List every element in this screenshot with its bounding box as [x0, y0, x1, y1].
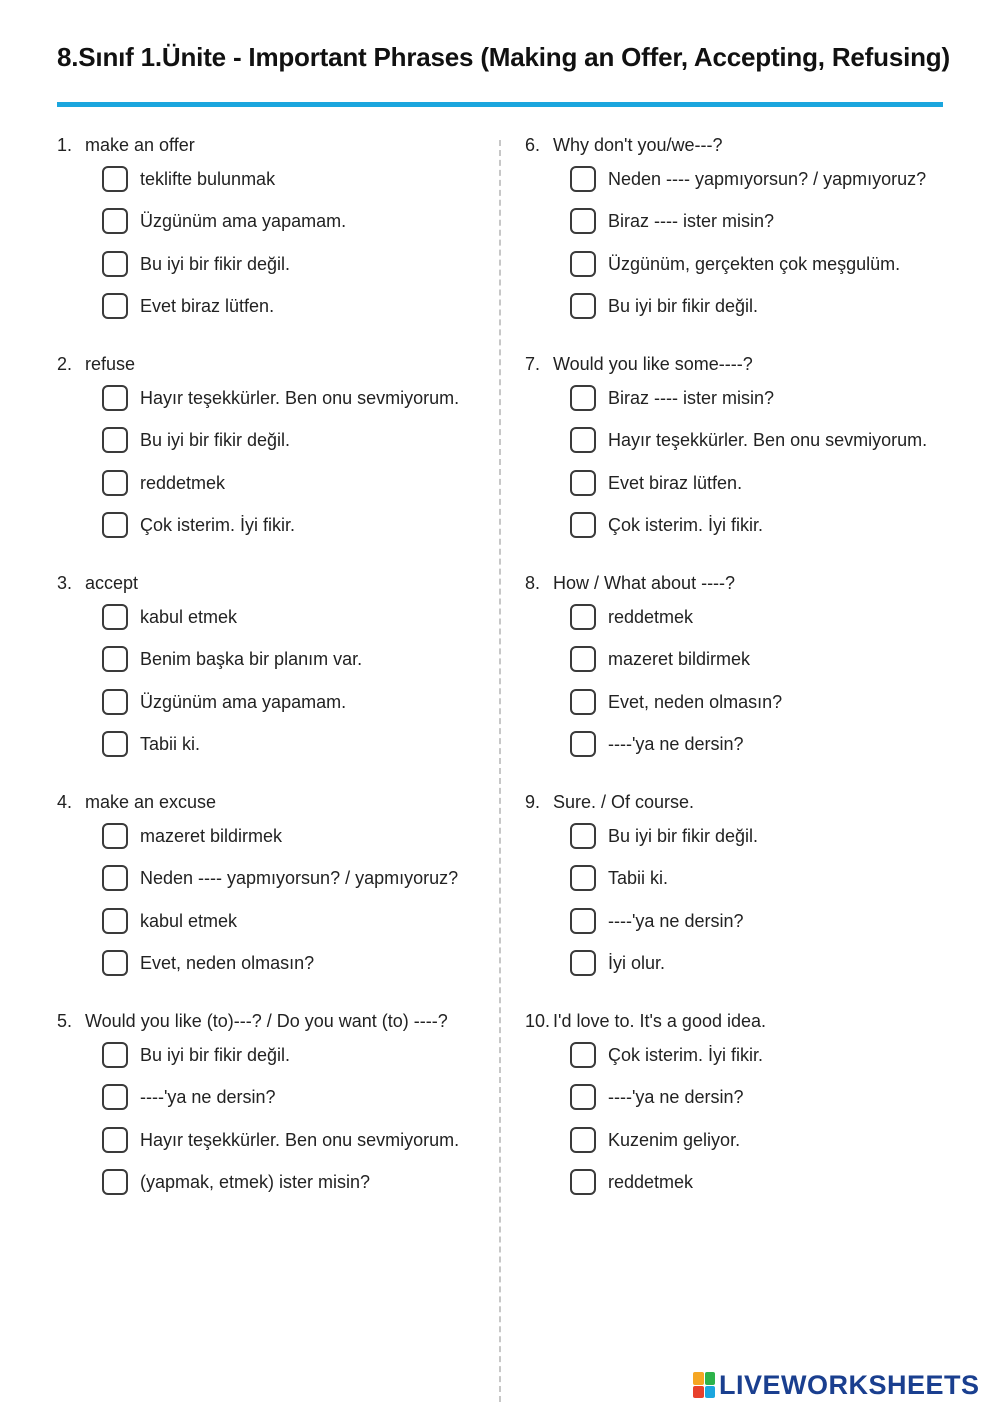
- answer-checkbox[interactable]: [102, 512, 128, 538]
- answer-option[interactable]: [570, 821, 758, 851]
- answer-checkbox[interactable]: [570, 823, 596, 849]
- answer-option[interactable]: [570, 1125, 740, 1155]
- answer-option[interactable]: [570, 249, 900, 279]
- answer-checkbox[interactable]: [570, 646, 596, 672]
- question-heading: [525, 1010, 766, 1032]
- answer-checkbox[interactable]: [570, 385, 596, 411]
- question-prompt: Sure. / Of course.: [553, 792, 695, 812]
- answer-option[interactable]: [102, 602, 237, 632]
- answer-option-label: Hayır teşekkürler. Ben onu sevmiyorum.: [140, 1129, 460, 1150]
- question-heading: [57, 572, 138, 594]
- answer-option[interactable]: [570, 863, 668, 893]
- brand-footer: [693, 1368, 980, 1402]
- answer-option-label: Biraz ---- ister misin?: [608, 387, 775, 408]
- answer-option-label: teklifte bulunmak: [140, 168, 276, 189]
- question-block: [57, 134, 487, 353]
- answer-option-label: ----'ya ne dersin?: [608, 733, 744, 754]
- answer-option-label: Üzgünüm ama yapamam.: [140, 210, 347, 231]
- answer-option-label: Bu iyi bir fikir değil.: [608, 295, 759, 316]
- answer-checkbox[interactable]: [102, 689, 128, 715]
- answer-option[interactable]: [570, 383, 774, 413]
- answer-checkbox[interactable]: [570, 604, 596, 630]
- answer-checkbox[interactable]: [102, 646, 128, 672]
- question-number: 4.: [57, 792, 73, 812]
- question-prompt: Would you like some----?: [553, 354, 753, 374]
- answer-checkbox[interactable]: [570, 251, 596, 277]
- question-heading: [525, 353, 753, 375]
- answer-option[interactable]: [102, 468, 225, 498]
- question-number: 3.: [57, 573, 73, 593]
- answer-option[interactable]: [102, 510, 295, 540]
- answer-checkbox[interactable]: [570, 1042, 596, 1068]
- answer-option[interactable]: [570, 291, 758, 321]
- question-heading: [525, 134, 723, 156]
- answer-option-label: ----'ya ne dersin?: [608, 910, 744, 931]
- answer-option[interactable]: [570, 687, 782, 717]
- answer-option[interactable]: [102, 164, 275, 194]
- question-block: [57, 791, 487, 1010]
- question-heading: [525, 791, 694, 813]
- answer-option[interactable]: [570, 729, 743, 759]
- question-prompt: I'd love to. It's a good idea.: [553, 1011, 767, 1031]
- question-heading: [57, 791, 216, 813]
- answer-option-label: Bu iyi bir fikir değil.: [140, 1044, 291, 1065]
- answer-checkbox[interactable]: [102, 385, 128, 411]
- question-number: 5.: [57, 1011, 73, 1031]
- answer-checkbox[interactable]: [570, 865, 596, 891]
- answer-option-label: Biraz ---- ister misin?: [608, 210, 775, 231]
- answer-option[interactable]: [102, 206, 346, 236]
- question-number: 10.: [525, 1011, 551, 1031]
- answer-checkbox[interactable]: [570, 427, 596, 453]
- answer-option-label: Bu iyi bir fikir değil.: [608, 825, 759, 846]
- answer-checkbox[interactable]: [570, 293, 596, 319]
- answer-option[interactable]: [570, 468, 742, 498]
- title-underline: [57, 102, 943, 107]
- answer-option[interactable]: [102, 687, 346, 717]
- answer-option[interactable]: [102, 249, 290, 279]
- answer-option[interactable]: [102, 729, 200, 759]
- question-block: [57, 353, 487, 572]
- answer-checkbox[interactable]: [102, 1042, 128, 1068]
- answer-option[interactable]: [570, 1082, 743, 1112]
- question-number: 6.: [525, 135, 541, 155]
- answer-option[interactable]: [102, 906, 237, 936]
- answer-checkbox[interactable]: [102, 604, 128, 630]
- liveworksheets-logo-icon: [693, 1372, 715, 1398]
- answer-option-label: Evet, neden olmasın?: [608, 691, 783, 712]
- answer-checkbox[interactable]: [570, 512, 596, 538]
- answer-checkbox[interactable]: [570, 208, 596, 234]
- answer-option-label: Bu iyi bir fikir değil.: [140, 429, 291, 450]
- question-number: 7.: [525, 354, 541, 374]
- question-block: [525, 791, 985, 1010]
- answer-option[interactable]: [102, 1125, 459, 1155]
- answer-option[interactable]: [102, 383, 459, 413]
- page-title: 8.Sınıf 1.Ünite - Important Phrases (Making an Offer, Accepting, Refusing): [57, 42, 950, 72]
- question-prompt: Would you like (to)---? / Do you want (to) ----?: [85, 1011, 448, 1031]
- answer-checkbox[interactable]: [570, 1169, 596, 1195]
- answer-option-label: reddetmek: [608, 1171, 694, 1192]
- answer-option-label: Evet biraz lütfen.: [608, 472, 743, 493]
- answer-option-label: reddetmek: [608, 606, 694, 627]
- answer-checkbox[interactable]: [570, 731, 596, 757]
- answer-checkbox[interactable]: [570, 1084, 596, 1110]
- question-number: 8.: [525, 573, 541, 593]
- answer-option[interactable]: [570, 164, 926, 194]
- answer-checkbox[interactable]: [570, 950, 596, 976]
- answer-option-label: reddetmek: [140, 472, 226, 493]
- answer-checkbox[interactable]: [570, 166, 596, 192]
- answer-option-label: Üzgünüm, gerçekten çok meşgulüm.: [608, 253, 901, 274]
- question-heading: [525, 572, 735, 594]
- answer-checkbox[interactable]: [102, 470, 128, 496]
- answer-option-label: mazeret bildirmek: [140, 825, 283, 846]
- answer-option-label: Neden ---- yapmıyorsun? / yapmıyoruz?: [608, 168, 927, 189]
- answer-option-label: (yapmak, etmek) ister misin?: [140, 1171, 371, 1192]
- answer-option[interactable]: [570, 948, 665, 978]
- answer-option-label: Neden ---- yapmıyorsun? / yapmıyoruz?: [140, 867, 459, 888]
- question-block: [525, 572, 985, 791]
- answer-checkbox[interactable]: [102, 865, 128, 891]
- answer-option-label: Tabii ki.: [140, 733, 201, 754]
- answer-checkbox[interactable]: [102, 166, 128, 192]
- answer-checkbox[interactable]: [570, 470, 596, 496]
- answer-checkbox[interactable]: [102, 731, 128, 757]
- answer-checkbox[interactable]: [570, 908, 596, 934]
- question-heading: [57, 1010, 448, 1032]
- answer-option-label: Evet biraz lütfen.: [140, 295, 275, 316]
- answer-option-label: Hayır teşekkürler. Ben onu sevmiyorum.: [140, 387, 460, 408]
- answer-option[interactable]: [570, 206, 774, 236]
- answer-checkbox[interactable]: [102, 293, 128, 319]
- answer-option[interactable]: [570, 510, 763, 540]
- answer-checkbox[interactable]: [102, 1084, 128, 1110]
- answer-option[interactable]: [570, 1040, 763, 1070]
- answer-option[interactable]: [570, 644, 750, 674]
- answer-checkbox[interactable]: [102, 1127, 128, 1153]
- answer-checkbox[interactable]: [102, 950, 128, 976]
- answer-checkbox[interactable]: [570, 689, 596, 715]
- question-number: 2.: [57, 354, 73, 374]
- question-heading: [57, 353, 135, 375]
- right-column: [525, 134, 985, 1229]
- answer-option[interactable]: [102, 644, 362, 674]
- answer-option-label: Benim başka bir planım var.: [140, 648, 363, 669]
- left-column: [57, 134, 487, 1229]
- question-block: [525, 1010, 985, 1229]
- answer-option-label: Çok isterim. İyi fikir.: [608, 1044, 764, 1065]
- answer-checkbox[interactable]: [102, 823, 128, 849]
- question-prompt: accept: [85, 573, 139, 593]
- answer-option-label: İyi olur.: [608, 952, 666, 973]
- answer-checkbox[interactable]: [102, 251, 128, 277]
- answer-checkbox[interactable]: [102, 1169, 128, 1195]
- answer-option-label: kabul etmek: [140, 606, 238, 627]
- answer-option-label: Hayır teşekkürler. Ben onu sevmiyorum.: [608, 429, 928, 450]
- answer-checkbox[interactable]: [102, 908, 128, 934]
- answer-option-label: ----'ya ne dersin?: [608, 1086, 744, 1107]
- brand-name: LIVEWORKSHEETS: [719, 1369, 980, 1400]
- answer-option-label: mazeret bildirmek: [608, 648, 751, 669]
- answer-checkbox[interactable]: [570, 1127, 596, 1153]
- answer-option-label: Üzgünüm ama yapamam.: [140, 691, 347, 712]
- answer-option[interactable]: [102, 1082, 275, 1112]
- answer-option-label: Çok isterim. İyi fikir.: [608, 514, 764, 535]
- question-block: [57, 1010, 487, 1229]
- answer-checkbox[interactable]: [102, 208, 128, 234]
- question-prompt: Why don't you/we---?: [553, 135, 723, 155]
- question-prompt: make an offer: [85, 135, 195, 155]
- answer-option[interactable]: [570, 425, 927, 455]
- question-block: [525, 353, 985, 572]
- question-number: 1.: [57, 135, 73, 155]
- answer-option[interactable]: [570, 1167, 693, 1197]
- answer-option-label: kabul etmek: [140, 910, 238, 931]
- answer-option-label: Tabii ki.: [608, 867, 669, 888]
- answer-option[interactable]: [102, 425, 290, 455]
- answer-option-label: Evet, neden olmasın?: [140, 952, 315, 973]
- question-block: [525, 134, 985, 353]
- answer-option[interactable]: [102, 1040, 290, 1070]
- question-block: [57, 572, 487, 791]
- column-divider: [499, 140, 501, 1402]
- question-heading: [57, 134, 195, 156]
- question-prompt: refuse: [85, 354, 136, 374]
- answer-option[interactable]: [102, 821, 282, 851]
- answer-checkbox[interactable]: [102, 427, 128, 453]
- answer-option[interactable]: [102, 1167, 370, 1197]
- question-prompt: make an excuse: [85, 792, 217, 812]
- answer-option[interactable]: [102, 291, 274, 321]
- answer-option-label: ----'ya ne dersin?: [140, 1086, 276, 1107]
- question-number: 9.: [525, 792, 541, 812]
- question-prompt: How / What about ----?: [553, 573, 736, 593]
- answer-option[interactable]: [570, 602, 693, 632]
- answer-option[interactable]: [570, 906, 743, 936]
- answer-option-label: Çok isterim. İyi fikir.: [140, 514, 296, 535]
- answer-option[interactable]: [102, 863, 458, 893]
- answer-option[interactable]: [102, 948, 314, 978]
- answer-option-label: Kuzenim geliyor.: [608, 1129, 741, 1150]
- answer-option-label: Bu iyi bir fikir değil.: [140, 253, 291, 274]
